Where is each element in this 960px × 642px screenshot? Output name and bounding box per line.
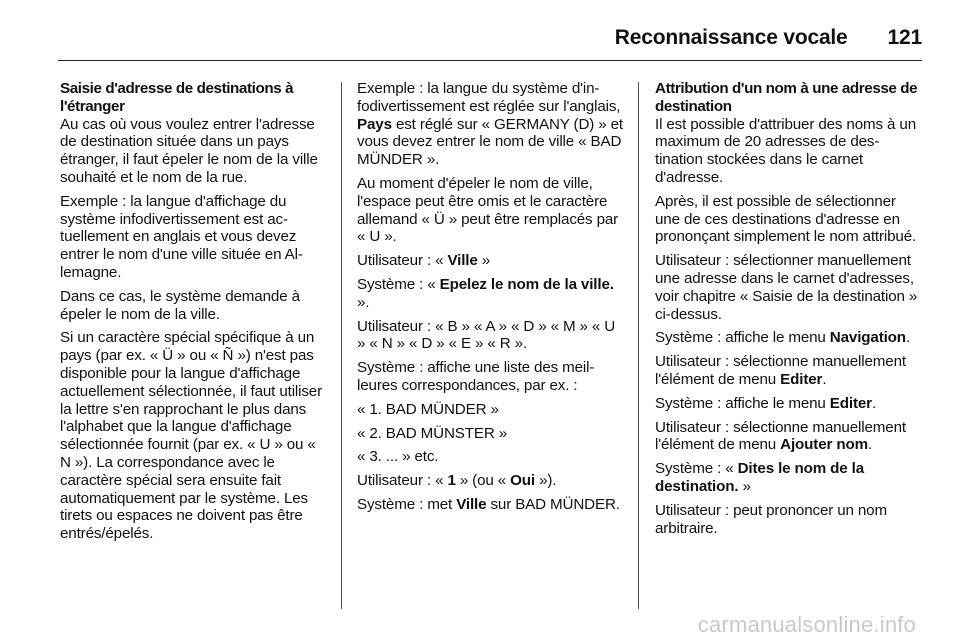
list-item: « 3. ... » etc. [357,448,439,466]
section-heading-foreign-address: Saisie d'adresse de destinations à l'étranger [60,80,294,115]
voice-command-ville: Ville [447,252,478,270]
menu-term-ajouter-nom: Ajouter nom [780,436,868,454]
paragraph: Système : met Ville sur BAD MÜNDER. [357,495,620,513]
paragraph: Système : affiche le menu Editer. [655,394,877,412]
paragraph: Exemple : la langue du système d'infodivertissement est réglée sur l'anglais, Pays est réglé sur « GERMANY (D) » et vous devez entrer le nom de ville « BAD MÜNDER ». [357,80,623,169]
column-2 [357,80,623,520]
paragraph: Dans ce cas, le système demande à épeler le nom de la ville. [60,287,300,323]
paragraph: Utilisateur : sélectionne manuellement l'élément de menu Ajouter nom. [655,418,906,454]
paragraph: Il est possible d'attribuer des noms à un maximum de 20 adresses de destination stockées dans le carnet d'adresse. [655,115,916,186]
paragraph: Utilisateur : « B » « A » « D » « M » « U » « N » « D » « E » « R ». [357,317,616,353]
page-number: 121 [887,26,922,49]
paragraph: Système : affiche une liste des meilleures correspondances, par ex. : [357,359,595,394]
menu-term-ville: Ville [456,495,487,513]
column-3 [655,80,921,543]
paragraph: Système : « Dites le nom de la destination. » [655,460,865,495]
paragraph: Système : « Epelez le nom de la ville. ». [357,275,614,311]
paragraph: Après, il est possible de sélectionner une de ces destinations d'adresse en prononçant simplement le nom attribué. [655,192,917,246]
menu-term-pays: Pays [357,115,392,133]
paragraph: Utilisateur : « Ville » [357,252,491,270]
paragraph: Utilisateur : peut prononcer un nom arbitraire. [655,501,887,537]
paragraph: Utilisateur : sélectionne manuellement l'élément de menu Editer. [655,353,906,388]
paragraph: Au cas où vous voulez entrer l'adresse de destination située dans un pays étranger, il faut épeler le nom de la ville souhaité et le nom de la rue. [60,115,318,186]
system-prompt-say-name: Dites le nom de la destination. [655,460,865,495]
section-heading-assign-name: Attribution d'un nom à une adresse de destination [655,80,918,115]
menu-term-editer: Editer [829,394,872,412]
column-divider-2 [638,82,639,609]
column-divider-1 [341,82,342,609]
paragraph: Au moment d'épeler le nom de ville, l'espace peut être omis et le caractère allemand « Ü » peut être remplacés par « U ». [357,174,619,246]
voice-command-oui: Oui [510,472,535,490]
paragraph: Système : affiche le menu Navigation. [655,329,911,347]
watermark: carmanualsonline.info [697,612,916,637]
paragraph: Exemple : la langue d'affichage du système infodivertissement est actuellement en anglais et vous devez entrer le nom d'une ville située en Allemagne. [60,192,303,281]
column-1 [60,80,326,549]
header-rule [58,60,922,61]
voice-command-1: 1 [447,472,456,490]
paragraph: Utilisateur : sélectionner manuellement une adresse dans le carnet d'adresses, voir chapitre « Saisie de la destination » ci-dessus. [655,252,918,323]
header-title: Reconnaissance vocale [614,26,848,49]
system-prompt-spell: Epelez le nom de la ville. [439,275,614,293]
list-item: « 1. BAD MÜNDER » [357,400,499,418]
paragraph: Si un caractère spécial spécifique à un pays (par ex. « Ü » ou « Ñ ») n'est pas disponible pour la langue d'affichage actuellement sélectionnée, il faut utiliser la lettre s'en rapprochant le plus dans l'alphabet que la langue d'affichage sélectionnée fournit (par ex. « U » ou « N »). La correspondance avec le caractère spécial sera ensuite fait automatiquement par le système. Les tirets ou espaces ne doivent pas être entrés/épelés. [60,329,323,543]
paragraph: Utilisateur : « 1 » (ou « Oui »). [357,472,557,490]
list-item: « 2. BAD MÜNSTER » [357,424,508,442]
menu-term-editer: Editer [780,370,823,388]
menu-term-navigation: Navigation [829,329,906,347]
page-header [58,18,922,58]
